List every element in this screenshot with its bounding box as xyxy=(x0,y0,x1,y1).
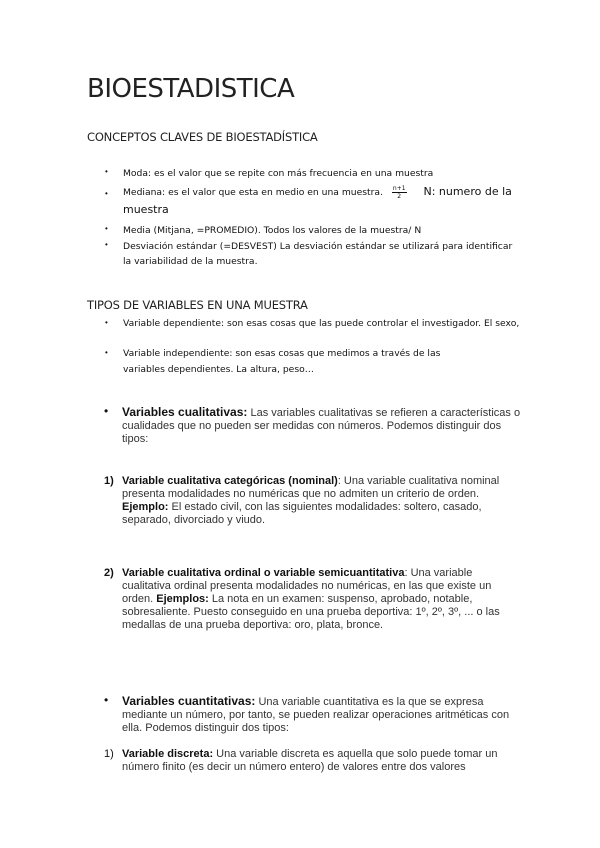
example-label: Ejemplo: xyxy=(122,501,169,513)
bullet-icon: • xyxy=(105,318,108,327)
item-text: Media (Mitjana, =PROMEDIO). Todos los valores de la muestra/ N xyxy=(123,225,422,236)
bullet-icon: • xyxy=(105,189,108,198)
text-cualitativas: Las variables cualitativas se refieren a características o cualidades que no pueden ser medidas con números. Podemos distinguir dos tipos: xyxy=(122,407,521,445)
item-text: Variable dependiente: son esas cosas que las puede controlar el investigador. El sexo, xyxy=(123,318,520,329)
term-nominal: Variable cualitativa categóricas (nominal) xyxy=(122,475,338,487)
text-discreta: Una variable discreta es aquella que solo puede tomar un número finito (es decir un número entero) de valores entre dos valores xyxy=(122,748,498,773)
item-text: Variable independiente: son esas cosas que medimos a través de las variables dependientes. La altura, peso… xyxy=(123,348,441,375)
term-cuantitativas: Variables cuantitativas: xyxy=(122,694,256,708)
bullet-icon: • xyxy=(105,167,108,176)
bullet-icon: • xyxy=(105,224,108,233)
term-ordinal: Variable cualitativa ordinal o variable semicuantitativa xyxy=(122,567,405,579)
paragraph-nominal xyxy=(122,475,517,527)
paragraph-cuantitativas xyxy=(122,695,517,735)
list-item-media xyxy=(123,223,523,238)
list-item-mediana xyxy=(123,183,523,219)
paragraph-cualitativas xyxy=(122,406,522,446)
list-marker: 1) xyxy=(104,475,114,487)
item-suffix-2: muestra xyxy=(123,203,169,216)
section-heading-conceptos: CONCEPTOS CLAVES DE BIOESTADÍSTICA xyxy=(87,130,318,144)
list-item-dependiente xyxy=(123,316,543,331)
list-item-independiente xyxy=(123,346,483,378)
bullet-icon: • xyxy=(104,404,109,418)
term-cualitativas: Variables cualitativas: xyxy=(122,405,248,419)
bullet-icon: • xyxy=(105,348,108,357)
fraction-formula xyxy=(392,185,407,200)
fraction-numerator: n+1 xyxy=(392,185,406,192)
text-ordinal: : Una variable cualitativa ordinal presenta modalidades no numéricas, en las que existe un orden. xyxy=(122,567,492,605)
item-text: Desviación estándar (=DESVEST) La desviación estándar se utilizará para identificar la variabilidad de la muestra. xyxy=(123,241,513,267)
text-nominal: : Una variable cualitativa nominal presenta modalidades no numéricas que no admiten un criterio de orden. xyxy=(122,475,500,500)
item-text: Moda: es el valor que se repite con más frecuencia en una muestra xyxy=(123,168,434,179)
bullet-icon: • xyxy=(105,240,108,249)
text-cuantitativas: Una variable cuantitativa es la que se expresa mediante un número, por tanto, se pueden realizar operaciones aritméticas con ella. Podemos distinguir dos tipos: xyxy=(122,696,510,734)
section-heading-tipos: TIPOS DE VARIABLES EN UNA MUESTRA xyxy=(87,298,308,312)
list-marker: 2) xyxy=(104,567,114,579)
page-title: BIOESTADISTICA xyxy=(87,74,295,104)
item-text: Mediana: es el valor que esta en medio en una muestra. xyxy=(123,187,383,198)
list-item-moda xyxy=(123,166,523,181)
term-discreta: Variable discreta: xyxy=(122,748,214,760)
fraction-denominator: 2 xyxy=(397,193,402,200)
example-label: Ejemplos: xyxy=(156,593,209,605)
example-text: La nota en un examen: suspenso, aprobado, notable, sobresaliente. Puesto conseguido en una prueba deportiva: 1º, 2º, 3º, ... o las medallas de una prueba deportiva: oro, plata, bronce. xyxy=(122,593,500,631)
bullet-icon: • xyxy=(104,693,109,707)
list-item-desviacion xyxy=(123,239,513,269)
list-marker: 1) xyxy=(104,748,114,760)
paragraph-discreta xyxy=(122,748,507,774)
item-suffix: N: numero de la xyxy=(423,185,512,198)
example-text: El estado civil, con las siguientes modalidades: soltero, casado, separado, divorciado y viudo. xyxy=(122,501,482,526)
paragraph-ordinal xyxy=(122,567,507,632)
